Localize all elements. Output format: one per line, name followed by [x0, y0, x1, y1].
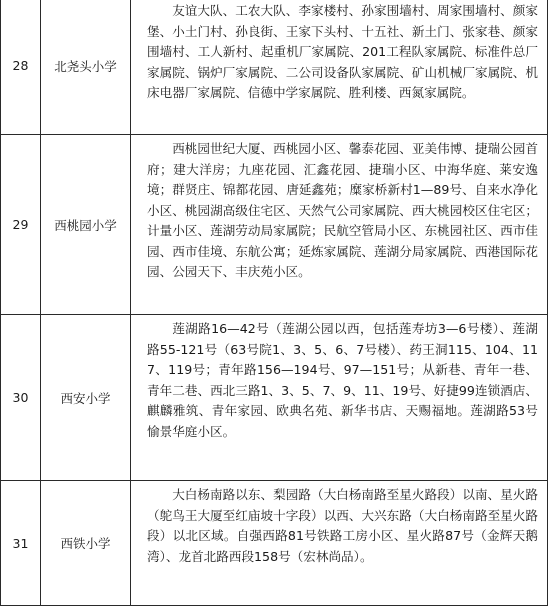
school-name-cell: 西桃园小学 — [41, 135, 131, 315]
district-area-cell — [131, 315, 548, 481]
school-name-cell: 北尧头小学 — [41, 0, 131, 135]
row-number-cell: 31 — [1, 481, 41, 606]
school-name-cell: 西铁小学 — [41, 481, 131, 606]
district-area-text: 莲湖路16—42号（莲湖公园以西，包括莲寿坊3—6号楼）、莲湖路55-121号（63号院1、3、5、6、7号楼）、药王洞115、104、117、119号；青年路156—194号、97—151号；从新巷、青年一巷、青年二巷、西北三路1、3、5、7、9、11、19号、好捷99连锁酒店、麒麟雅筑、青年家园、欧典名苑、新华书店、天赐福地。莲湖路53号愉景华庭小区。 — [147, 321, 538, 439]
table-row — [1, 135, 548, 315]
school-name-cell: 西安小学 — [41, 315, 131, 481]
district-area-cell — [131, 481, 548, 606]
district-area-cell — [131, 0, 548, 135]
row-number-cell: 30 — [1, 315, 41, 481]
district-area-text: 友谊大队、工农大队、李家楼村、孙家围墙村、周家围墙村、颜家堡、小土门村、孙良街、王家下头村、十五社、新土门、张家巷、颜家围墙村、工人新村、起重机厂家属院、201工程队家属院、标准件总厂家属院、锅炉厂家属院、二公司设备队家属院、矿山机械厂家属院、机床电器厂家属院、信德中学家属院、胜利楼、西氮家属院。 — [147, 3, 538, 100]
district-area-text: 大白杨南路以东、梨园路（大白杨南路至星火路段）以南、星火路（鸵鸟王大厦至红庙坡十字段）以西、大兴东路（大白杨南路至星火路段）以北区域。自强西路81号铁路工房小区、星火路87号（金辉天鹅湾）、龙首北路西段158号（宏林尚品）。 — [147, 487, 538, 564]
district-area-cell — [131, 135, 548, 315]
table-row — [1, 315, 548, 481]
row-number-cell: 28 — [1, 0, 41, 135]
district-area-text: 西桃园世纪大厦、西桃园小区、馨泰花园、亚美伟博、捷瑞公园首府；建大洋房；九座花园、汇鑫花园、捷瑞小区、中海华庭、莱安逸境；群贤庄、锦都花园、唐延鑫苑；糜家桥新村1—89号、自来水净化小区、桃园湖高级住宅区、天然气公司家属院、西大桃园校区住宅区；计量小区、莲湖劳动局家属院；民航空管局小区、东桃园社区、西市佳园、西市佳境、东航公寓；延炼家属院、莲湖分局家属院、西港国际花园、公园天下、丰庆苑小区。 — [147, 141, 538, 279]
table-row — [1, 0, 548, 135]
row-number-cell: 29 — [1, 135, 41, 315]
table-row — [1, 481, 548, 606]
